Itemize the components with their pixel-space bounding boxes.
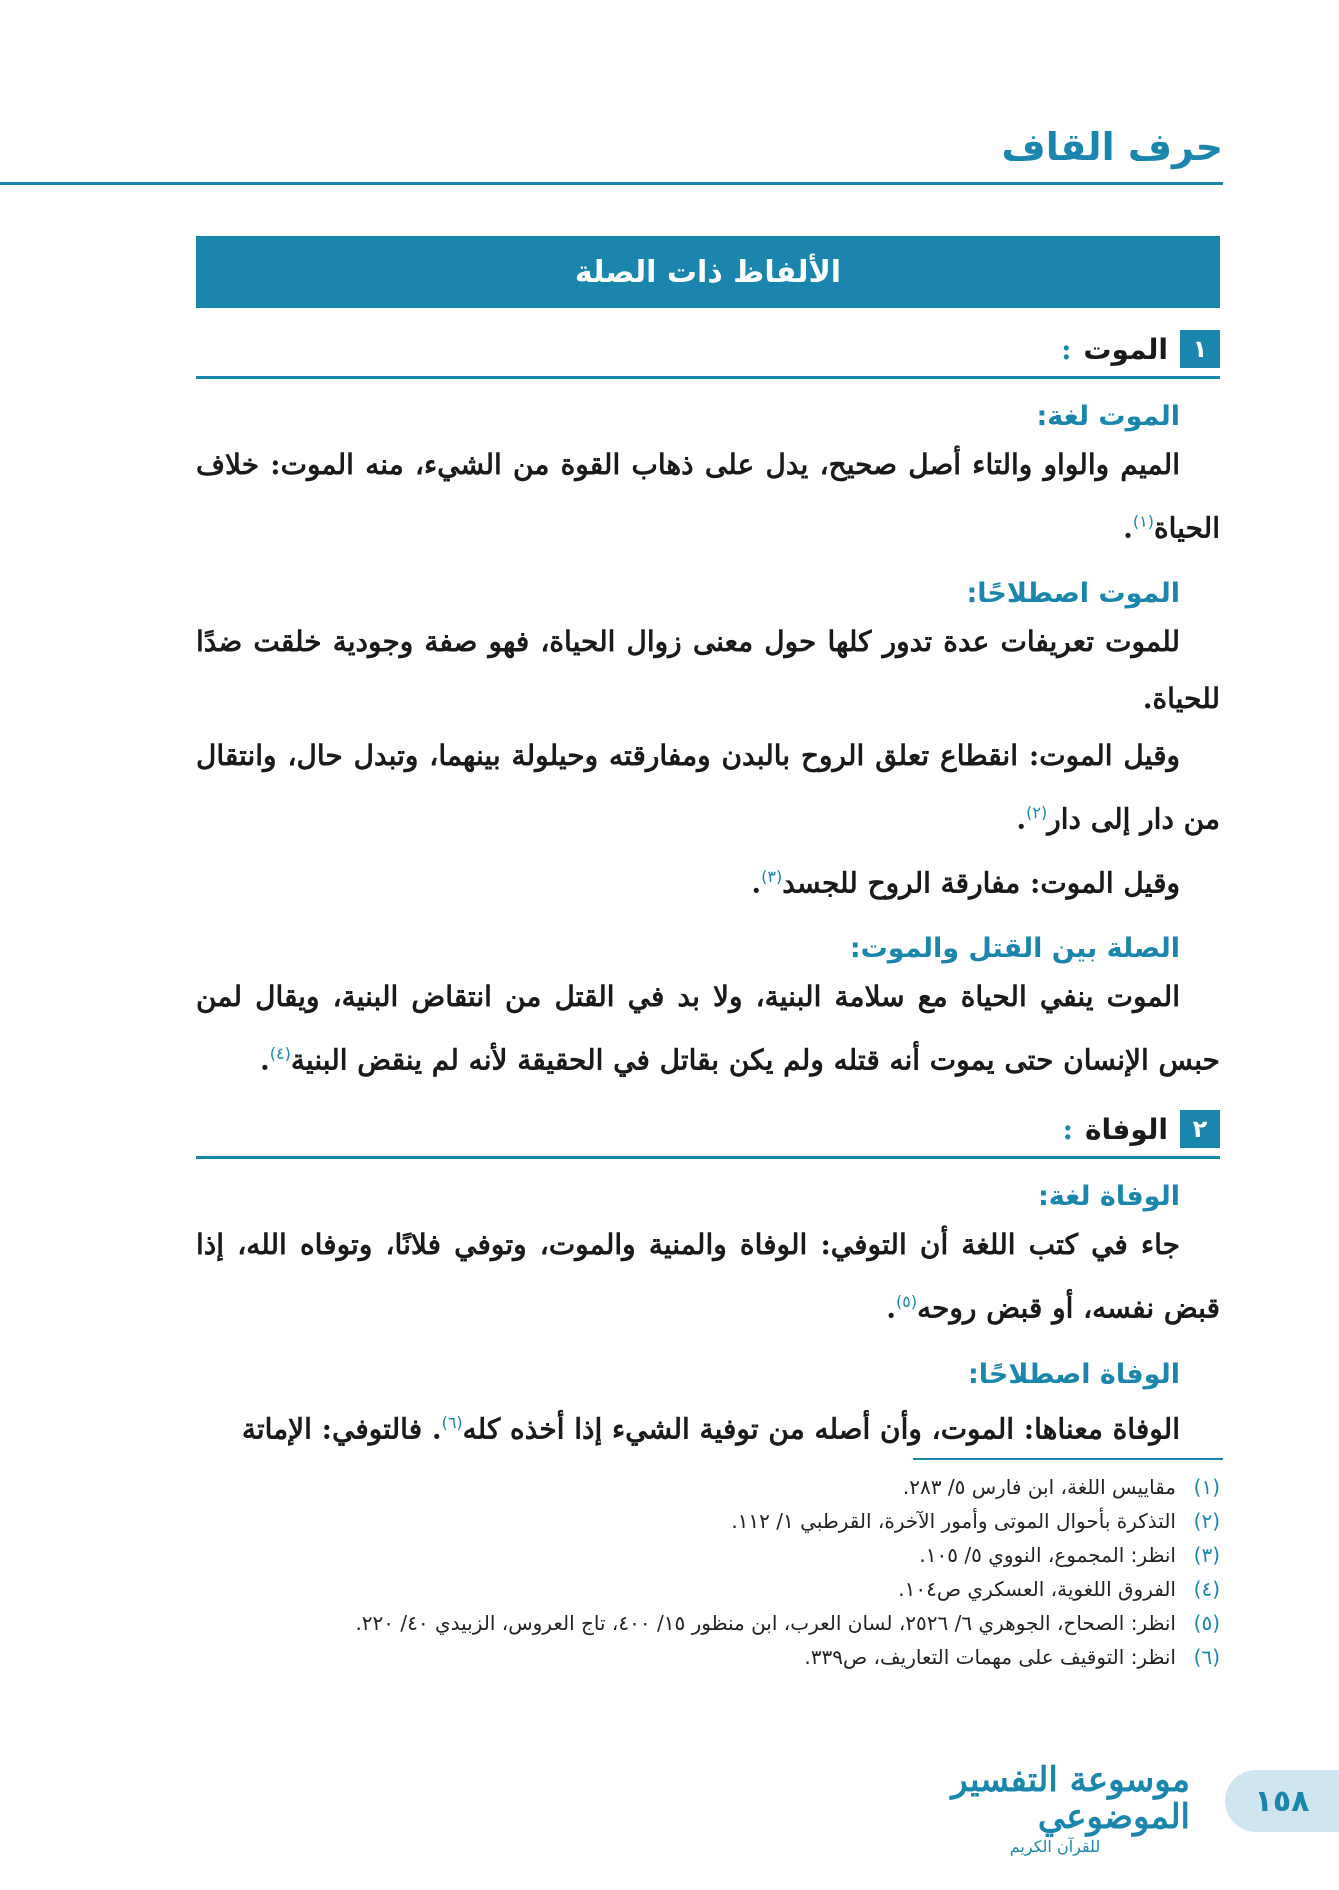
footnote-ref[interactable]: (٢) [1026, 803, 1048, 823]
paragraph-tail: . [260, 1043, 270, 1077]
running-head: حرف القاف [1001, 125, 1223, 169]
paragraph-tail: . [1123, 511, 1133, 545]
footnote-ref[interactable]: (٦) [441, 1412, 463, 1432]
encyclopedia-logo [920, 1760, 1190, 1856]
paragraph-text: الوفاة معناها: الموت، وأن أصله من توفية الشيء إذا أخذه كله [462, 1411, 1180, 1445]
term-heading-death [196, 330, 1220, 379]
paragraph [196, 613, 1220, 727]
footnote [196, 1504, 1220, 1538]
footnotes [196, 1470, 1220, 1674]
term-heading-demise [196, 1110, 1220, 1159]
footnote-text: الفروق اللغوية، العسكري ص١٠٤. [898, 1577, 1176, 1601]
section-title: الألفاظ ذات الصلة [574, 254, 842, 290]
subheading: الموت لغة: [1036, 401, 1180, 432]
footnote-ref[interactable]: (٥) [895, 1292, 918, 1312]
footnote-text: انظر: المجموع، النووي ٥/ ١٠٥. [919, 1543, 1176, 1567]
paragraph-text: جاء في كتب اللغة أن التوفي: الوفاة والمنية والموت، وتوفي فلانًا، وتوفاه الله، إذا قبض نفسه، أو قبض روحه [196, 1228, 1220, 1325]
logo-subtitle: للقرآن الكريم [1009, 1836, 1101, 1856]
footnote [196, 1606, 1220, 1640]
subheading: الوفاة لغة: [1037, 1181, 1180, 1213]
paragraph-text: للموت تعريفات عدة تدور كلها حول معنى زوال الحياة، فهو صفة وجودية خلقت ضدًا للحياة. [196, 625, 1220, 716]
paragraph-text: الموت ينفي الحياة مع سلامة البنية، ولا بد في القتل من انتقاض البنية، ويقال لمن حبس الإنسان حتى يموت أنه قتله ولم يكن بقاتل في الحقيقة لأنه لم ينقض البنية [196, 979, 1220, 1077]
footnote-ref[interactable]: (٤) [269, 1043, 291, 1063]
header-rule [0, 182, 1223, 185]
footnote-number: (٤) [1193, 1577, 1220, 1601]
term-title: الموت [1083, 332, 1168, 366]
paragraph-tail: . [886, 1291, 896, 1325]
paragraph [196, 436, 1220, 556]
paragraph [196, 848, 1220, 911]
footnote-ref[interactable]: (٣) [761, 866, 783, 886]
main-content [196, 236, 1220, 1457]
footnote [196, 1470, 1220, 1504]
term-title: الوفاة [1084, 1112, 1168, 1146]
logo-title: موسوعة التفسير الموضوعي [951, 1760, 1190, 1838]
footnote-number: (١) [1193, 1475, 1220, 1499]
paragraph [196, 1216, 1220, 1336]
term-number: ١ [1180, 330, 1220, 368]
section-banner [196, 236, 1220, 308]
footnote [196, 1572, 1220, 1606]
subheading: الصلة بين القتل والموت: [849, 932, 1180, 964]
paragraph-tail: . [1016, 802, 1027, 836]
subheading: الموت اصطلاحًا: [966, 578, 1180, 610]
footnote-text: انظر: التوقيف على مهمات التعاريف، ص٣٣٩. [804, 1645, 1176, 1669]
paragraph-text: وقيل الموت: مفارقة الروح للجسد [782, 865, 1180, 899]
footnote-number: (٦) [1193, 1645, 1220, 1669]
footnote-text: مقاييس اللغة، ابن فارس ٥/ ٢٨٣. [902, 1475, 1176, 1499]
footnote-text: التذكرة بأحوال الموتى وأمور الآخرة، القرطبي ١/ ١١٢. [731, 1509, 1176, 1533]
footnote-number: (٣) [1193, 1543, 1220, 1567]
footnote [196, 1640, 1220, 1674]
footnote-number: (٥) [1193, 1611, 1220, 1635]
paragraph [196, 968, 1220, 1088]
subheading: الوفاة اصطلاحًا: [967, 1358, 1180, 1390]
paragraph-tail: . [751, 865, 762, 899]
paragraph-text: الميم والواو والتاء أصل صحيح، يدل على ذهاب القوة من الشيء، منه الموت: خلاف الحياة [196, 448, 1220, 545]
footnote-ref[interactable]: (١) [1132, 512, 1154, 531]
footnote-rule [913, 1458, 1223, 1460]
footnote [196, 1538, 1220, 1572]
term-colon: : [1062, 1112, 1073, 1146]
term-number: ٢ [1180, 1110, 1220, 1148]
page-number: ١٥٨ [1254, 1783, 1310, 1819]
paragraph [196, 1394, 1220, 1457]
footnote-text: انظر: الصحاح، الجوهري ٦/ ٢٥٢٦، لسان العرب، ابن منظور ١٥/ ٤٠٠، تاج العروس، الزبيدي ٤٠/ ٢٢٠. [355, 1611, 1176, 1635]
footnote-number: (٢) [1193, 1509, 1220, 1533]
paragraph-text: وقيل الموت: انقطاع تعلق الروح بالبدن ومفارقته وحيلولة بينهما، وتبدل حال، وانتقال من دار إلى دار [196, 739, 1220, 836]
paragraph-tail: . فالتوفي: الإماتة [241, 1411, 442, 1445]
paragraph [196, 727, 1220, 847]
term-colon: : [1061, 332, 1072, 366]
